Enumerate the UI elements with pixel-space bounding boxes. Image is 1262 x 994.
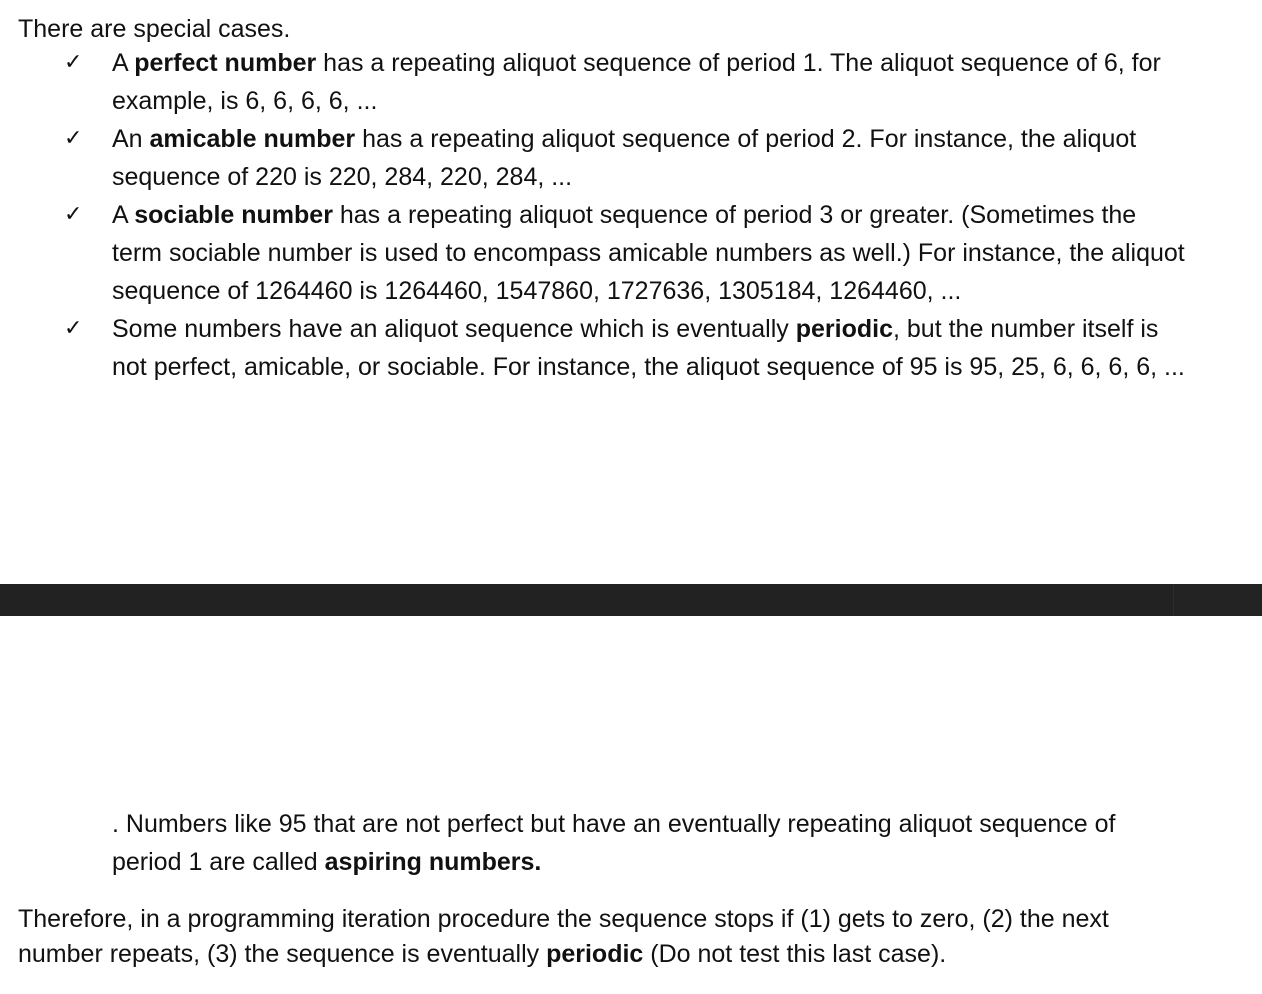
list-item-line: example, is 6, 6, 6, 6, ... bbox=[112, 87, 378, 115]
term-sociable-number: sociable number bbox=[134, 201, 333, 229]
checkmark-icon: ✓ bbox=[64, 202, 83, 227]
term-amicable-number: amicable number bbox=[149, 125, 356, 153]
list-item-sociable-number bbox=[0, 196, 1262, 310]
special-cases-list bbox=[0, 44, 1262, 386]
aspiring-numbers-paragraph bbox=[112, 805, 1115, 881]
dark-separator-bar bbox=[0, 584, 1262, 616]
checkmark-icon: ✓ bbox=[64, 126, 83, 151]
list-item-line: term sociable number is used to encompass amicable numbers as well.) For instance, the aliquot bbox=[112, 239, 1185, 267]
conclusion-paragraph bbox=[18, 902, 1109, 972]
term-perfect-number: perfect number bbox=[134, 49, 317, 77]
paragraph-line: period 1 are called aspiring numbers. bbox=[112, 848, 542, 876]
list-item-line: sequence of 1264460 is 1264460, 1547860, 1727636, 1305184, 1264460, ... bbox=[112, 277, 962, 305]
checkmark-icon: ✓ bbox=[64, 50, 83, 75]
paragraph-line: Therefore, in a programming iteration procedure the sequence stops if (1) gets to zero, (2) the next bbox=[18, 905, 1109, 933]
list-item-perfect-number bbox=[0, 44, 1262, 120]
list-item-line: Some numbers have an aliquot sequence which is eventually periodic, but the number itself is bbox=[112, 315, 1159, 343]
term-periodic-emphasis: periodic bbox=[546, 940, 644, 968]
term-periodic: periodic bbox=[795, 315, 893, 343]
list-item-periodic bbox=[0, 310, 1262, 386]
list-item-line: A perfect number has a repeating aliquot sequence of period 1. The aliquot sequence of 6, for bbox=[112, 49, 1161, 77]
list-item-amicable-number bbox=[0, 120, 1262, 196]
list-item-line: not perfect, amicable, or sociable. For instance, the aliquot sequence of 95 is 95, 25, 6, 6, 6, 6, ... bbox=[112, 353, 1185, 381]
list-item-line: sequence of 220 is 220, 284, 220, 284, ... bbox=[112, 163, 573, 191]
paragraph-line: . Numbers like 95 that are not perfect but have an eventually repeating aliquot sequence of bbox=[112, 810, 1116, 838]
paragraph-line: number repeats, (3) the sequence is eventually periodic (Do not test this last case). bbox=[18, 940, 947, 968]
term-aspiring-numbers: aspiring numbers. bbox=[324, 848, 542, 876]
list-item-line: A sociable number has a repeating aliquot sequence of period 3 or greater. (Sometimes the bbox=[112, 201, 1137, 229]
list-item-line: An amicable number has a repeating aliquot sequence of period 2. For instance, the aliquot bbox=[112, 125, 1137, 153]
dark-bar-segment bbox=[1173, 584, 1262, 616]
intro-text: There are special cases. bbox=[18, 15, 291, 43]
checkmark-icon: ✓ bbox=[64, 316, 83, 341]
